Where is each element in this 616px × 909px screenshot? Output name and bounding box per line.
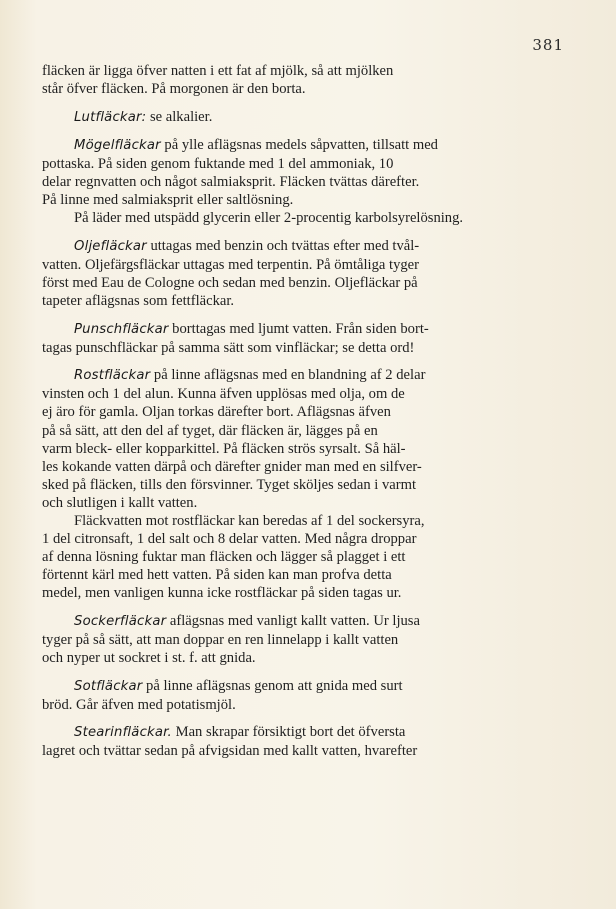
- text-line: af denna lösning fuktar man fläcken och lägger så plagget i ett: [42, 549, 406, 566]
- page-body: [42, 62, 518, 760]
- entry-heading: Lutfläckar:: [74, 109, 147, 125]
- text-line: vatten. Oljefärgsfläckar uttagas med terpentin. På ömtåliga tyger: [42, 257, 420, 274]
- entry-heading: Stearinfläckar.: [74, 725, 172, 741]
- entry-mogelflackar: [42, 136, 518, 227]
- entry-sotflackar: [42, 677, 518, 714]
- text-line: delar regnvatten och något salmiaksprit. Fläcken tvättas därefter.: [42, 174, 420, 191]
- text-line: står öfver fläcken. På morgonen är den borta.: [42, 81, 306, 98]
- entry-rostflackar: [42, 366, 518, 512]
- text-line: först med Eau de Cologne och sedan med benzin. Oljefläckar på: [42, 275, 418, 292]
- entry-heading: Sockerfläckar: [74, 613, 167, 629]
- entry-oljeflackar: [42, 237, 518, 310]
- text-line: Fläckvatten mot rostfläckar kan beredas af 1 del sockersyra,: [74, 513, 425, 530]
- text-line: bröd. Går äfven med potatismjöl.: [42, 696, 236, 713]
- text-line: borttagas med ljumt vatten. Från siden bort-: [168, 320, 429, 337]
- text-line: uttagas med benzin och tvättas efter med tvål-: [146, 237, 420, 254]
- text-line: tagas punschfläckar på samma sätt som vinfläckar; se detta ord!: [42, 339, 415, 356]
- text-line: tyger på så sätt, att man doppar en ren linnelapp i kallt vatten: [42, 631, 399, 648]
- entry-heading: Punschfläckar: [74, 321, 169, 337]
- text-line: les kokande vatten därpå och därefter gnider man med en silfver-: [42, 458, 422, 475]
- text-line: På läder med utspädd glycerin eller 2-procentig karbolsyrelösning.: [74, 210, 464, 227]
- text-line: aflägsnas med vanligt kallt vatten. Ur ljusa: [166, 612, 420, 629]
- entry-heading: Oljefläckar: [74, 238, 147, 254]
- text-line: pottaska. På siden genom fuktande med 1 del ammoniak, 10: [42, 156, 394, 173]
- text-line: Man skrapar försiktigt bort det öfversta: [171, 724, 406, 741]
- text-line: se alkalier.: [146, 108, 213, 125]
- text-line: på linne aflägsnas genom att gnida med surt: [142, 677, 403, 694]
- entry-heading: Sotfläckar: [74, 678, 143, 694]
- entry-stearinflackar: [42, 723, 518, 760]
- text-line: på linne aflägsnas med en blandning af 2 delar: [150, 367, 426, 384]
- text-line: på så sätt, att den del af tyget, där fläcken är, lägges på en: [42, 422, 378, 439]
- entry-sockerflackar: [42, 612, 518, 667]
- entry-heading: Rostfläckar: [74, 368, 151, 384]
- page-number: 381: [532, 36, 564, 54]
- text-line: varm bleck- eller kopparkittel. På fläcken strös syrsalt. Så häl-: [42, 440, 406, 457]
- entry-lutflackar: [42, 108, 518, 127]
- text-line: på ylle aflägsnas medels såpvatten, tillsatt med: [160, 137, 438, 154]
- text-line: vinsten och 1 del alun. Kunna äfven upplösas med olja, om de: [42, 386, 405, 403]
- paragraph-flackvatten: [42, 512, 518, 602]
- paragraph: [42, 62, 518, 98]
- text-line: fläcken är ligga öfver natten i ett fat af mjölk, så att mjölken: [42, 63, 394, 79]
- text-line: 1 del citronsaft, 1 del salt och 8 delar vatten. Med några droppar: [42, 531, 417, 548]
- text-line: På linne med salmiaksprit eller saltlösning.: [42, 192, 294, 209]
- text-line: sked på fläcken, tills den försvinner. Tyget sköljes sedan i varmt: [42, 476, 417, 493]
- text-line: medel, men vanligen kunna icke rostfläckar på siden tagas ur.: [42, 585, 402, 602]
- entry-heading: Mögelfläckar: [74, 138, 161, 154]
- text-line: lagret och tvättar sedan på afvigsidan med kallt vatten, hvarefter: [42, 743, 418, 760]
- text-line: ej äro för gamla. Oljan torkas därefter bort. Aflägsnas äfven: [42, 404, 391, 421]
- entry-punschflackar: [42, 320, 518, 357]
- text-line: förtennt kärl med hett vatten. På siden kan man profva detta: [42, 567, 392, 584]
- text-line: tapeter aflägsnas som fettfläckar.: [42, 293, 235, 310]
- text-line: och slutligen i kallt vatten.: [42, 494, 198, 511]
- text-line: och nyper ut sockret i st. f. att gnida.: [42, 650, 256, 667]
